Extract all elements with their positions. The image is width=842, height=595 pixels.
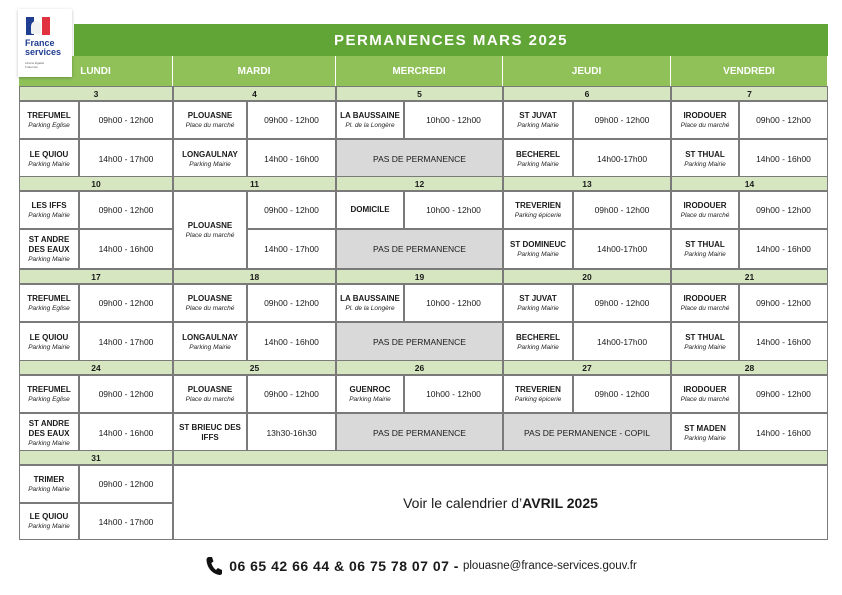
time-range: 10h00 - 12h00 <box>426 298 481 308</box>
place-name: LA BAUSSAINE <box>340 293 400 303</box>
page-title: PERMANENCES MARS 2025 <box>74 24 828 56</box>
place-cell <box>19 284 79 322</box>
place-detail: Parking Eglise <box>28 395 70 403</box>
france-services-logo <box>18 9 72 77</box>
date-cell: 28 <box>671 360 828 375</box>
place-cell <box>671 284 739 322</box>
place-name: IRODOUER <box>683 293 727 303</box>
place-cell <box>19 229 79 269</box>
date-cell: 20 <box>503 269 671 284</box>
no-session-cell: PAS DE PERMANENCE <box>336 229 503 269</box>
place-detail: Place du marché <box>680 395 730 403</box>
place-cell <box>336 191 404 229</box>
place-name: ST DOMINEUC <box>510 239 566 249</box>
time-cell <box>247 101 336 139</box>
time-range: 09h00 - 12h00 <box>756 115 811 125</box>
date-cell: 3 <box>19 86 173 101</box>
logo-motto: Liberté Égalité Fraternité <box>25 61 45 69</box>
place-detail: Place du marché <box>185 121 235 129</box>
place-detail: Parking Mairie <box>189 160 231 168</box>
place-name: LE QUIOU <box>29 149 69 159</box>
date-cell-empty <box>173 450 828 465</box>
time-cell <box>573 229 671 269</box>
place-name: ST JUVAT <box>519 110 557 120</box>
time-range: 09h00 - 12h00 <box>98 298 154 308</box>
time-cell <box>573 191 671 229</box>
date-cell: 7 <box>671 86 828 101</box>
date-cell: 10 <box>19 176 173 191</box>
time-cell <box>573 375 671 413</box>
place-name: LE QUIOU <box>29 512 69 521</box>
time-cell <box>79 101 173 139</box>
place-cell <box>336 284 404 322</box>
time-cell <box>404 375 503 413</box>
time-range: 14h00 - 16h00 <box>264 154 319 164</box>
place-detail: Pl. de la Longère <box>345 121 395 129</box>
time-range: 09h00 - 12h00 <box>756 205 811 215</box>
place-name: TREFUMEL <box>27 110 71 120</box>
time-cell <box>739 229 828 269</box>
april-note-prefix: Voir le calendrier d’ <box>403 494 523 511</box>
place-name: PLOUASNE <box>187 220 233 230</box>
place-detail: Parking Mairie <box>684 160 726 168</box>
place-detail: Parking épicerie <box>514 395 562 403</box>
time-cell <box>247 139 336 179</box>
date-cell: 4 <box>173 86 336 101</box>
time-range: 14h00 - 16h00 <box>98 244 154 254</box>
time-cell <box>404 284 503 322</box>
place-detail: Parking Mairie <box>28 485 70 493</box>
april-note-month: AVRIL 2025 <box>522 494 598 511</box>
place-detail: Place du marché <box>185 395 235 403</box>
place-name: TREFUMEL <box>27 384 71 394</box>
time-cell <box>247 229 336 269</box>
time-range: 09h00 - 12h00 <box>594 298 650 308</box>
place-cell <box>671 229 739 269</box>
logo-line1: France <box>25 38 55 48</box>
place-detail: Parking Mairie <box>28 211 70 219</box>
place-name: LA BAUSSAINE <box>340 110 400 120</box>
place-name: ST ANDRE DES EAUX <box>28 418 70 438</box>
time-range: 14h00-17h00 <box>596 154 648 164</box>
time-range: 14h00 - 16h00 <box>756 428 811 438</box>
date-cell: 12 <box>336 176 503 191</box>
day-header-vendredi: VENDREDI <box>671 56 828 86</box>
place-name: IRODOUER <box>683 110 727 120</box>
phone-icon <box>205 556 223 576</box>
place-name: ST JUVAT <box>519 293 557 303</box>
date-cell: 26 <box>336 360 503 375</box>
time-cell <box>739 322 828 362</box>
place-cell <box>19 503 79 540</box>
place-detail: Parking Mairie <box>28 439 70 447</box>
place-cell <box>336 375 404 413</box>
time-cell <box>573 139 671 179</box>
date-cell: 14 <box>671 176 828 191</box>
date-cell: 31 <box>19 450 173 465</box>
day-header-mardi: MARDI <box>173 56 336 86</box>
place-name: LES IFFS <box>31 200 67 210</box>
time-range: 13h30-16h30 <box>266 428 317 438</box>
place-cell <box>503 229 573 269</box>
time-range: 14h00 - 16h00 <box>756 337 811 347</box>
time-cell <box>247 375 336 413</box>
place-cell <box>671 101 739 139</box>
place-detail: Parking Mairie <box>189 343 231 351</box>
place-detail: Parking Mairie <box>517 343 559 351</box>
place-name: LONGAULNAY <box>182 332 238 342</box>
place-name: ST THUAL <box>685 332 725 342</box>
time-cell <box>79 465 173 503</box>
place-detail: Parking Mairie <box>517 250 559 258</box>
place-name: TREFUMEL <box>27 293 71 303</box>
april-calendar-note <box>173 465 828 540</box>
time-range: 10h00 - 12h00 <box>426 389 481 399</box>
place-cell <box>19 322 79 362</box>
place-name: GUENROC <box>349 384 391 394</box>
place-cell <box>173 284 247 322</box>
place-cell <box>671 413 739 453</box>
place-cell <box>503 322 573 362</box>
place-cell <box>671 191 739 229</box>
time-range: 14h00-17h00 <box>596 244 648 254</box>
no-session-cell: PAS DE PERMANENCE - COPIL <box>503 413 671 453</box>
time-cell <box>247 284 336 322</box>
time-cell <box>739 101 828 139</box>
time-range: 10h00 - 12h00 <box>426 115 481 125</box>
place-detail: Parking Mairie <box>28 343 70 351</box>
place-name: DOMICILE <box>350 205 390 214</box>
contact-footer <box>0 556 842 576</box>
place-cell <box>671 375 739 413</box>
place-name: ST THUAL <box>685 239 725 249</box>
time-range: 14h00 - 17h00 <box>98 154 154 164</box>
place-cell <box>19 191 79 229</box>
place-name: ST MADEN <box>684 423 726 433</box>
date-cell: 21 <box>671 269 828 284</box>
place-detail: Parking Mairie <box>349 395 391 403</box>
time-cell <box>404 191 503 229</box>
marianne-flag-icon <box>26 17 50 35</box>
time-cell <box>573 101 671 139</box>
phone-numbers: 06 65 42 66 44 & 06 75 78 07 07 - <box>229 558 459 574</box>
time-range: 09h00 - 12h00 <box>98 115 154 125</box>
time-cell <box>739 284 828 322</box>
place-cell <box>671 139 739 179</box>
date-cell: 11 <box>173 176 336 191</box>
time-cell <box>739 139 828 179</box>
place-cell <box>173 375 247 413</box>
place-name: TREVERIEN <box>515 384 561 394</box>
date-cell: 13 <box>503 176 671 191</box>
date-cell: 18 <box>173 269 336 284</box>
time-cell <box>79 139 173 179</box>
place-detail: Parking Mairie <box>684 343 726 351</box>
time-cell <box>79 191 173 229</box>
place-name: BECHEREL <box>515 149 560 159</box>
place-name: PLOUASNE <box>187 110 233 120</box>
place-name: BECHEREL <box>515 332 560 342</box>
time-range: 09h00 - 12h00 <box>264 205 319 215</box>
date-cell: 5 <box>336 86 503 101</box>
place-name: ST ANDRE DES EAUX <box>28 234 70 254</box>
place-name: IRODOUER <box>683 200 727 210</box>
time-range: 09h00 - 12h00 <box>264 298 319 308</box>
place-cell <box>19 139 79 179</box>
date-cell: 24 <box>19 360 173 375</box>
time-range: 09h00 - 12h00 <box>756 298 811 308</box>
place-cell <box>671 322 739 362</box>
time-range: 09h00 - 12h00 <box>264 115 319 125</box>
time-range: 09h00 - 12h00 <box>98 389 154 399</box>
time-cell <box>739 413 828 453</box>
time-cell <box>79 503 173 540</box>
time-cell <box>404 101 503 139</box>
place-detail: Place du marché <box>185 304 235 312</box>
place-cell <box>19 101 79 139</box>
time-range: 09h00 - 12h00 <box>594 205 650 215</box>
place-detail: Place du marché <box>680 304 730 312</box>
time-cell <box>739 191 828 229</box>
no-session-cell: PAS DE PERMANENCE <box>336 322 503 362</box>
place-detail: Place du marché <box>185 231 235 239</box>
place-detail: Parking Eglise <box>28 121 70 129</box>
place-detail: Parking Mairie <box>517 160 559 168</box>
time-range: 09h00 - 12h00 <box>264 389 319 399</box>
day-header-mercredi: MERCREDI <box>336 56 503 86</box>
place-detail: Place du marché <box>680 121 730 129</box>
place-cell <box>19 465 79 503</box>
date-cell: 6 <box>503 86 671 101</box>
place-cell <box>336 101 404 139</box>
time-range: 09h00 - 12h00 <box>594 389 650 399</box>
time-range: 09h00 - 12h00 <box>594 115 650 125</box>
place-name: ST BRIEUC DES IFFS <box>179 423 241 442</box>
time-cell <box>79 229 173 269</box>
place-detail: Parking Mairie <box>517 121 559 129</box>
day-header-lundi: LUNDI <box>19 56 173 86</box>
place-cell <box>503 101 573 139</box>
email-address[interactable]: plouasne@france-services.gouv.fr <box>462 560 637 572</box>
place-name: PLOUASNE <box>187 384 233 394</box>
place-name: IRODOUER <box>683 384 727 394</box>
place-cell <box>173 139 247 179</box>
logo-line2: services <box>25 47 62 57</box>
time-range: 14h00 - 16h00 <box>756 154 811 164</box>
time-cell <box>79 322 173 362</box>
date-cell: 25 <box>173 360 336 375</box>
place-cell <box>503 139 573 179</box>
time-range: 14h00 - 16h00 <box>98 428 154 438</box>
place-detail: Parking Mairie <box>517 304 559 312</box>
place-name: LE QUIOU <box>29 332 69 342</box>
time-range: 14h00 - 17h00 <box>98 337 154 347</box>
time-cell <box>247 413 336 453</box>
time-range: 14h00 - 17h00 <box>98 516 154 527</box>
time-range: 09h00 - 12h00 <box>98 479 154 489</box>
place-cell <box>19 375 79 413</box>
place-cell <box>503 284 573 322</box>
place-cell <box>503 191 573 229</box>
time-cell <box>79 413 173 453</box>
place-cell <box>19 413 79 453</box>
time-range: 14h00-17h00 <box>596 337 648 347</box>
time-range: 09h00 - 12h00 <box>98 205 154 215</box>
no-session-cell: PAS DE PERMANENCE <box>336 413 503 453</box>
place-cell <box>173 413 247 453</box>
time-cell <box>79 284 173 322</box>
time-range: 09h00 - 12h00 <box>756 389 811 399</box>
date-cell: 27 <box>503 360 671 375</box>
place-detail: Parking Eglise <box>28 304 70 312</box>
place-name: TREVERIEN <box>515 200 561 210</box>
place-name: ST THUAL <box>685 149 725 159</box>
place-detail: Place du marché <box>680 211 730 219</box>
time-range: 14h00 - 16h00 <box>756 244 811 254</box>
place-detail: Parking Mairie <box>684 434 726 442</box>
time-cell <box>247 322 336 362</box>
time-cell <box>573 322 671 362</box>
day-header-jeudi: JEUDI <box>503 56 671 86</box>
place-detail: Parking Mairie <box>28 523 70 530</box>
no-session-cell: PAS DE PERMANENCE <box>336 139 503 179</box>
place-name: LONGAULNAY <box>182 149 238 159</box>
place-name: PLOUASNE <box>187 293 233 303</box>
place-name: TRIMER <box>33 474 65 484</box>
place-cell <box>173 101 247 139</box>
place-detail: Parking Mairie <box>684 250 726 258</box>
time-range: 14h00 - 17h00 <box>264 244 319 254</box>
date-cell: 17 <box>19 269 173 284</box>
place-cell <box>173 322 247 362</box>
place-detail: Parking Mairie <box>28 255 70 263</box>
place-cell <box>503 375 573 413</box>
time-range: 10h00 - 12h00 <box>426 205 481 215</box>
place-detail: Pl. de la Longère <box>345 304 395 312</box>
date-cell: 19 <box>336 269 503 284</box>
time-cell <box>573 284 671 322</box>
place-cell <box>173 191 247 269</box>
time-cell <box>247 191 336 229</box>
place-detail: Parking épicerie <box>514 211 562 219</box>
time-cell <box>79 375 173 413</box>
time-range: 14h00 - 16h00 <box>264 337 319 347</box>
place-detail: Parking Mairie <box>28 160 70 168</box>
time-cell <box>739 375 828 413</box>
